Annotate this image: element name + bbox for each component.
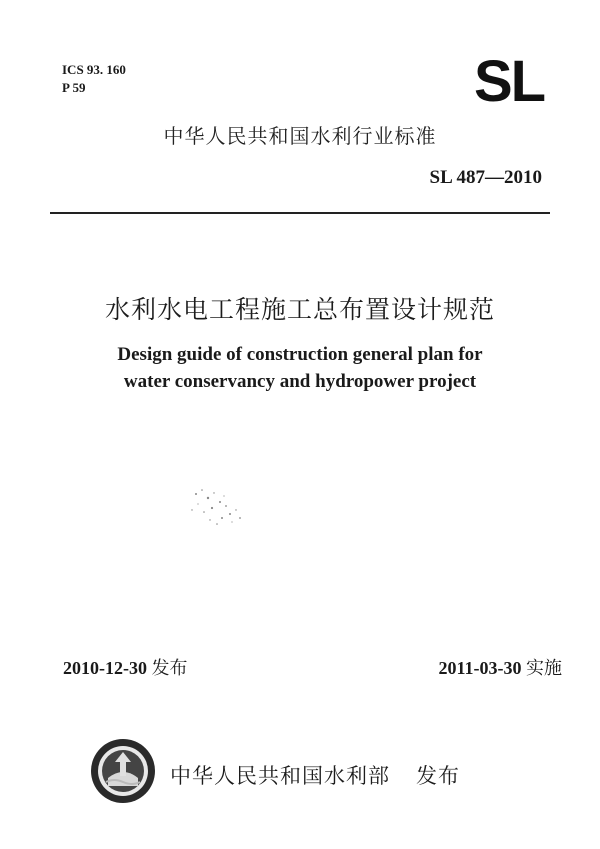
implementation-date: 2011-03-30	[438, 658, 522, 678]
issue-label: 发布	[151, 658, 188, 679]
issue-date-line	[63, 654, 188, 680]
sl-logo-text: SL	[474, 55, 545, 107]
print-speckle	[184, 484, 254, 534]
implementation-label: 实施	[526, 658, 562, 679]
ccs-code: P 59	[62, 80, 86, 95]
english-title-line-1: Design guide of construction general plan for	[117, 344, 483, 365]
issue-date: 2010-12-30	[63, 658, 147, 678]
issuing-authority	[170, 760, 460, 790]
implementation-date-line	[439, 654, 563, 680]
english-title-line-2: water conservancy and hydropower project	[123, 371, 477, 392]
chinese-title: 水利水电工程施工总布置设计规范	[104, 295, 495, 324]
sl-logo	[474, 55, 564, 107]
english-title	[0, 341, 600, 395]
standard-number: SL 487—2010	[429, 167, 542, 188]
header-divider	[50, 212, 550, 214]
ministry-emblem-icon	[88, 736, 158, 806]
ics-code: ICS 93. 160	[62, 62, 126, 77]
industry-standard-title: 中华人民共和国水利行业标准	[163, 124, 437, 148]
issuing-action: 发布	[416, 764, 460, 788]
ministry-name: 中华人民共和国水利部	[170, 764, 390, 788]
